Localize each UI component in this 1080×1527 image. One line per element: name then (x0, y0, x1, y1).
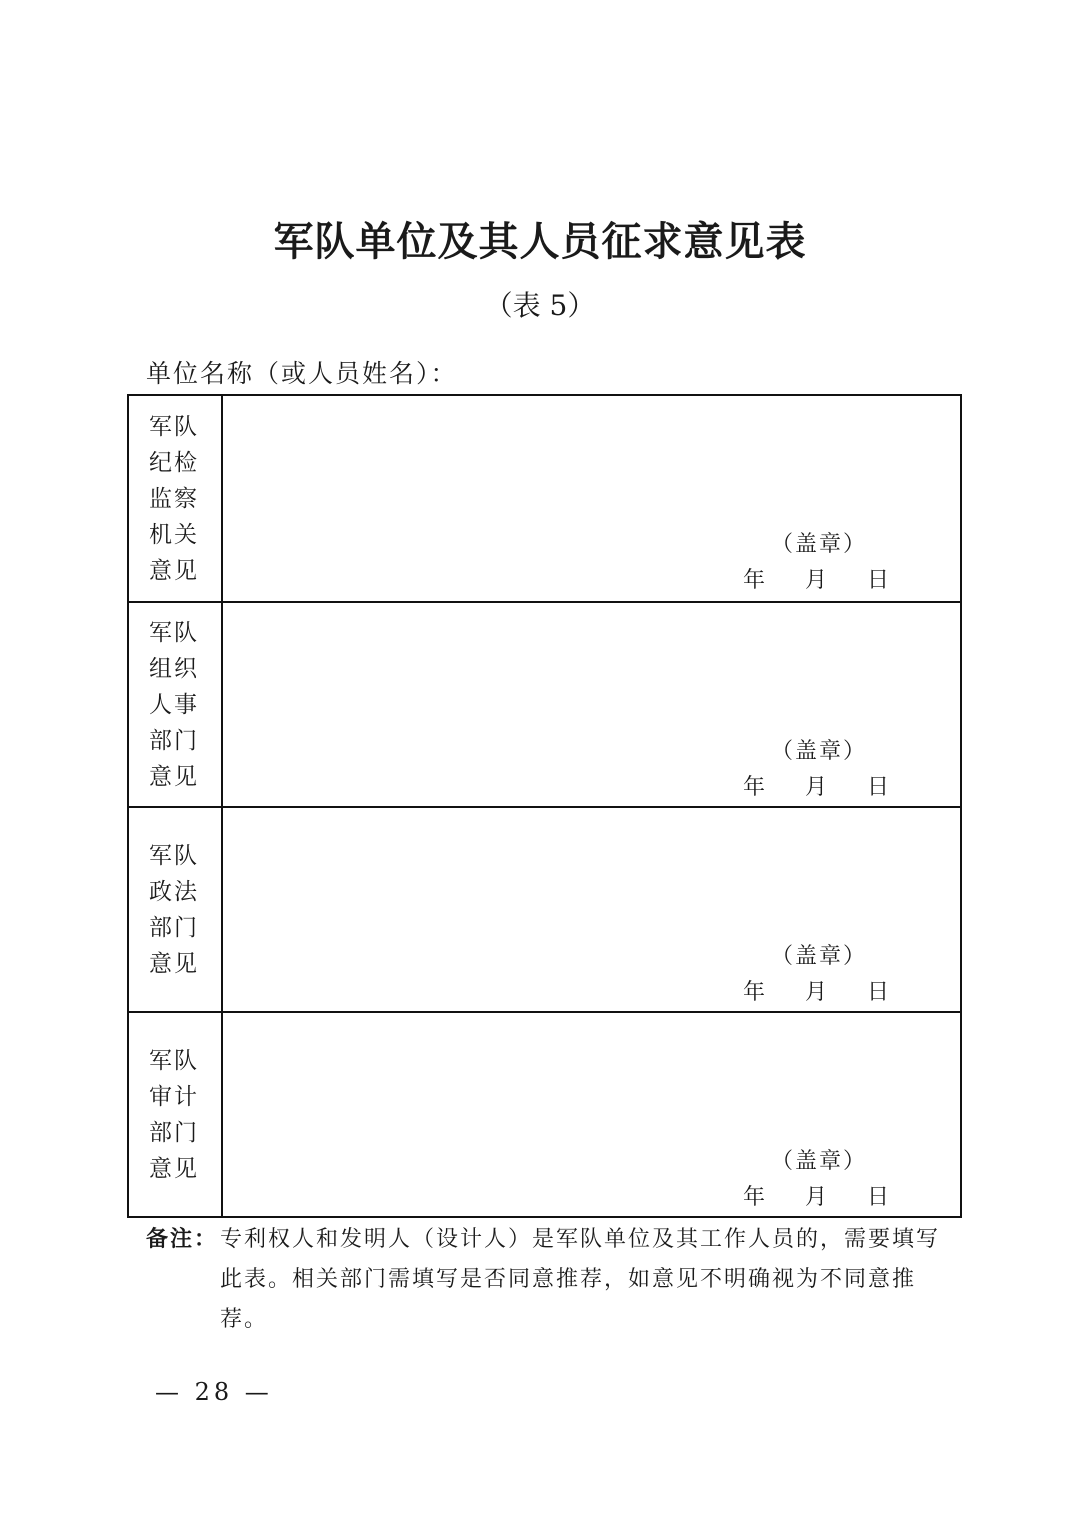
day-label: 日 (867, 775, 890, 800)
date-line (743, 566, 889, 596)
row-label: 军队审计部门意见 (149, 1047, 199, 1182)
row-label: 军队组织人事部门意见 (149, 619, 199, 790)
month-label: 月 (805, 1185, 828, 1210)
table-row (129, 1011, 960, 1216)
month-label: 月 (805, 775, 828, 800)
seal-label: （盖章） (771, 1149, 868, 1174)
date-line (743, 773, 889, 803)
page-title: 军队单位及其人员征求意见表 (273, 218, 807, 265)
row-label-cell (129, 396, 223, 601)
opinion-field[interactable] (223, 603, 960, 806)
year-label: 年 (743, 1185, 766, 1210)
opinion-form-table (127, 394, 962, 1218)
row-label: 军队纪检监察机关意见 (149, 413, 199, 584)
page-number: — 28 — (155, 1378, 273, 1406)
month-label: 月 (805, 568, 828, 593)
remarks-text: 专利权人和发明人（设计人）是军队单位及其工作人员的，需要填写此表。相关部门需填写是否同意推荐，如意见不明确视为不同意推荐。 (220, 1227, 941, 1332)
opinion-field[interactable] (223, 808, 960, 1011)
unit-name-label: 单位名称（或人员姓名）： (146, 359, 458, 388)
row-label: 军队政法部门意见 (149, 842, 199, 977)
year-label: 年 (743, 980, 766, 1005)
date-line (743, 1183, 889, 1213)
year-label: 年 (743, 775, 766, 800)
day-label: 日 (867, 1185, 890, 1210)
remarks-title: 备注： (146, 1227, 219, 1252)
seal-label: （盖章） (771, 739, 868, 764)
remarks (146, 1220, 956, 1332)
table-number: （表 5） (484, 289, 596, 322)
seal-label: （盖章） (771, 944, 868, 969)
table-row (129, 806, 960, 1011)
row-label-cell (129, 808, 223, 1011)
day-label: 日 (867, 980, 890, 1005)
row-label-cell (129, 1013, 223, 1216)
opinion-field[interactable] (223, 396, 960, 601)
seal-label: （盖章） (771, 532, 868, 557)
date-line (743, 978, 889, 1008)
month-label: 月 (805, 980, 828, 1005)
day-label: 日 (867, 568, 890, 593)
table-row (129, 396, 960, 601)
row-label-cell (129, 603, 223, 806)
table-row (129, 601, 960, 806)
opinion-field[interactable] (223, 1013, 960, 1216)
year-label: 年 (743, 568, 766, 593)
